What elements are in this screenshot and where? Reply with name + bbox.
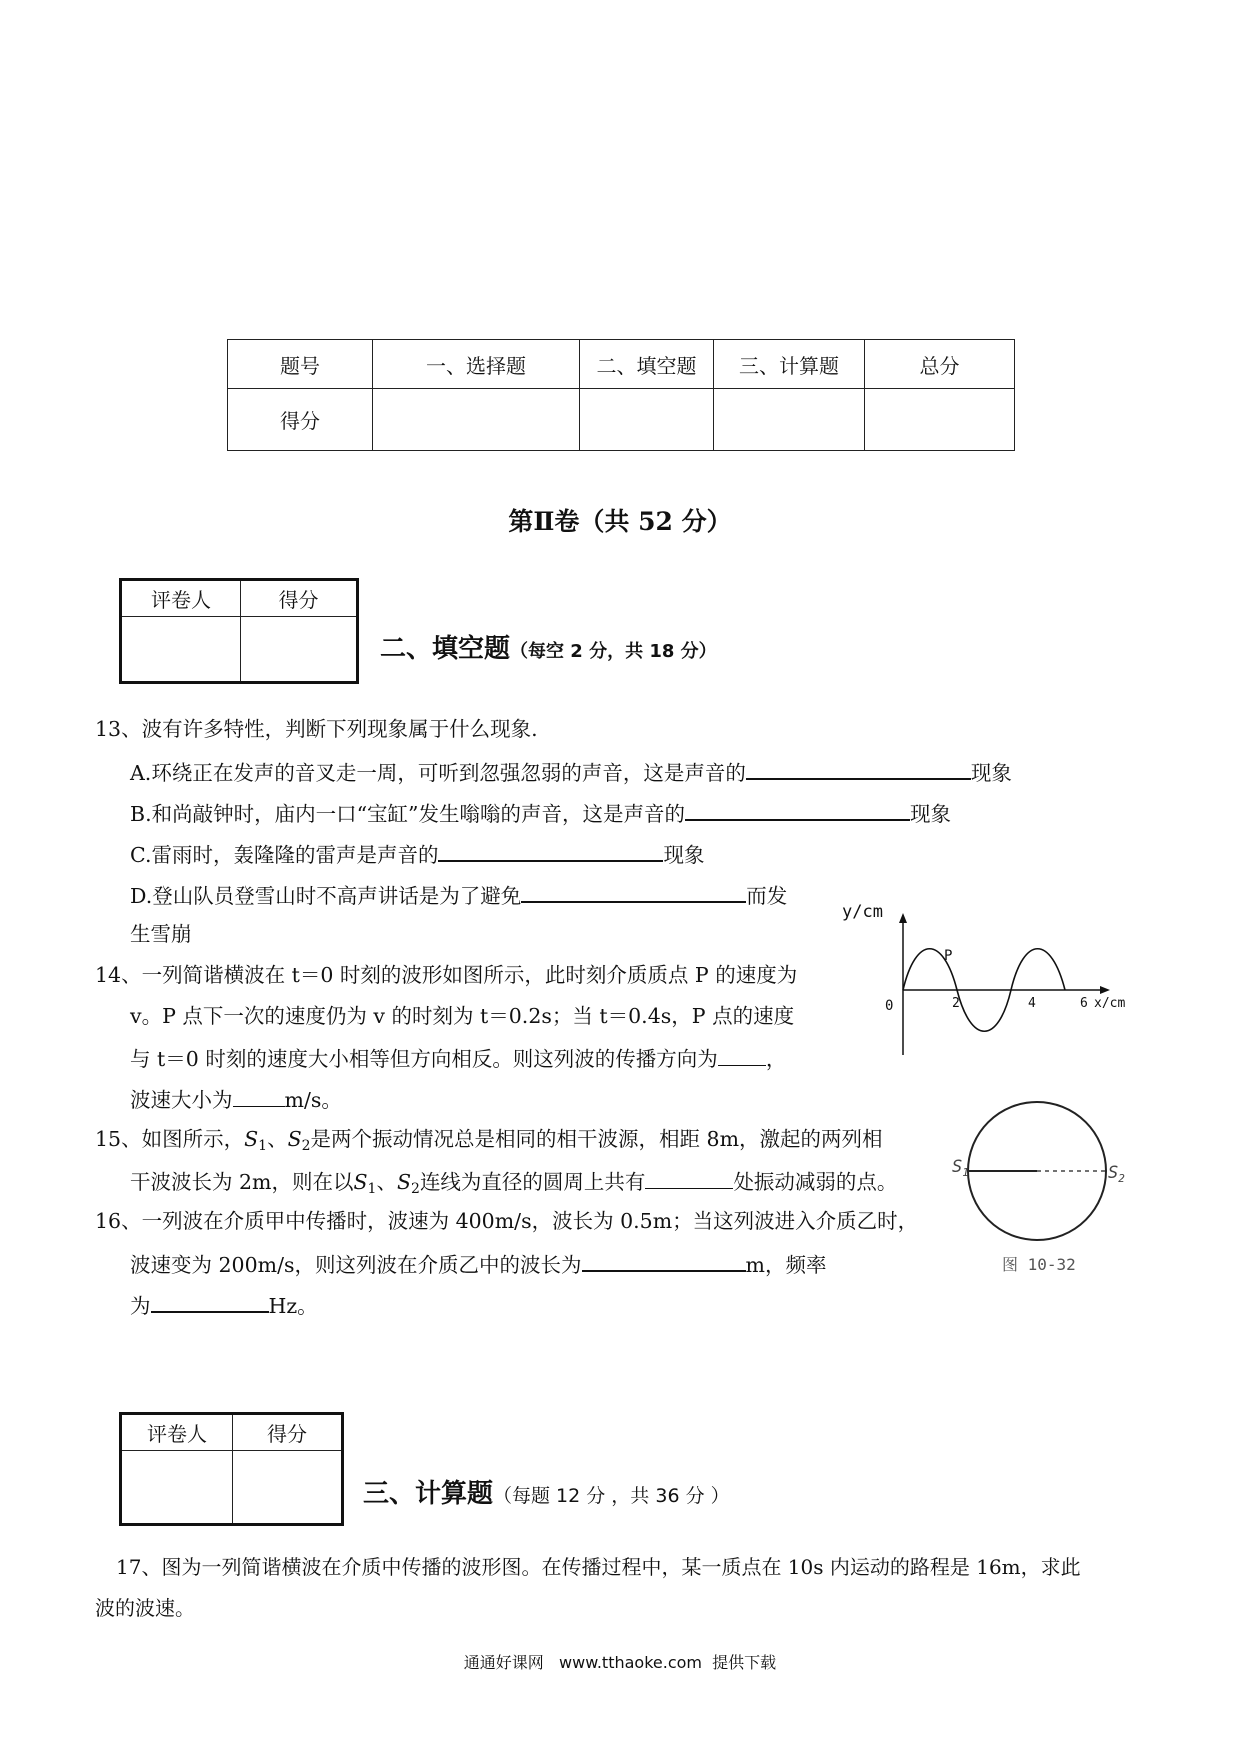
q14-line3-text: 与 t＝0 时刻的速度大小相等但方向相反。则这列波的传播方向为 (130, 1047, 718, 1071)
q13-a-blank[interactable] (746, 756, 971, 780)
q14-line4-text: 波速大小为 (130, 1088, 233, 1112)
section3-note: （每题 12 分 ，共 36 分 ） (493, 1485, 730, 1507)
circle-figure (950, 1100, 1130, 1290)
q15-sep-b: 、 (376, 1170, 397, 1194)
q15-s2: S (287, 1127, 302, 1151)
volume-title: 第Ⅱ卷（共 52 分） (508, 507, 732, 536)
section2-title: 二、填空题 (380, 634, 511, 664)
circle-s1: $S_1$ (952, 1157, 969, 1179)
section3-heading (363, 1473, 730, 1510)
grader-name-cell (121, 1451, 233, 1525)
grader-label: 评卷人 (121, 1414, 233, 1451)
q13-option-a (130, 756, 1012, 787)
q13-a-text: A.环绕正在发声的音叉走一周，可听到忽强忽弱的声音，这是声音的 (130, 761, 746, 785)
q15-line2-suffix: 处振动减弱的点。 (733, 1170, 898, 1194)
q15-line1-rest: 是两个振动情况总是相同的相干波源，相距 8m，激起的两列相 (310, 1127, 883, 1151)
section2-note: （每空 2 分，共 18 分） (510, 641, 717, 662)
score-header-fill: 二、填空题 (580, 340, 714, 389)
score-cell-fill (580, 389, 714, 451)
score-table (227, 339, 1015, 451)
section2-heading (380, 628, 717, 665)
grader-score-cell (233, 1451, 343, 1525)
q16-wavelength-blank[interactable] (582, 1248, 746, 1272)
section2-grader-box (119, 578, 359, 684)
q15-line2-mid: 连线为直径的圆周上共有 (419, 1170, 646, 1194)
score-cell-calc (714, 389, 865, 451)
q13-b-text: B.和尚敲钟时，庙内一口“宝缸”发生嗡嗡的声音，这是声音的 (130, 802, 686, 826)
q16-line1: 16、一列波在介质甲中传播时，波速为 400m/s，波长为 0.5m；当这列波进入介质乙时， (95, 1209, 919, 1233)
q13-option-b (130, 797, 951, 828)
q16-frequency-blank[interactable] (151, 1289, 269, 1313)
q15-line2-text: 干波波长为 2m，则在以 (130, 1170, 354, 1194)
wave-tick-2: 2 (952, 996, 960, 1011)
q17-line1: 17、图为一列简谐横波在介质中传播的波形图。在传播过程中，某一质点在 10s 内运动的路程是 16m，求此 (116, 1555, 1081, 1579)
score-cell-choice (373, 389, 580, 451)
score-header-question-no: 题号 (228, 340, 373, 389)
q15-s2-b-sub: 2 (411, 1181, 420, 1197)
q15-s2-b: S (396, 1170, 412, 1194)
q15-s1-sub: 1 (258, 1138, 268, 1154)
q15-s1: S (244, 1127, 259, 1151)
q13-b-suffix: 现象 (910, 802, 952, 826)
score-header-total: 总分 (865, 340, 1015, 389)
q14-line1: 14、一列简谐横波在 t＝0 时刻的波形如图所示，此时刻介质质点 P 的速度为 (95, 963, 798, 987)
grader-score-cell (241, 617, 358, 683)
grader-name-cell (121, 617, 241, 683)
circle-s2: $S_2$ (1108, 1163, 1125, 1185)
q16-line2-mid: m，频率 (745, 1253, 827, 1277)
q13-b-blank[interactable] (685, 797, 910, 821)
wave-x-arrow (1100, 986, 1110, 994)
q15-s1-b-sub: 1 (367, 1181, 377, 1197)
q15-sep: 、 (267, 1127, 288, 1151)
q13-option-c (130, 838, 704, 869)
q13-c-text: C.雷雨时，轰隆隆的雷声是声音的 (130, 843, 439, 867)
score-cell-total (865, 389, 1015, 451)
q16-line2 (130, 1248, 826, 1279)
q16-line2-text: 波速变为 200m/s，则这列波在介质乙中的波长为 (130, 1253, 582, 1277)
q13-stem: 13、波有许多特性，判断下列现象属于什么现象. (95, 717, 538, 741)
q16-line3-suffix: Hz。 (268, 1294, 318, 1318)
q14-direction-blank[interactable] (718, 1043, 766, 1066)
q14-line3 (130, 1043, 786, 1073)
q13-option-d-cont: 生雪崩 (130, 922, 192, 946)
wave-tick-4: 4 (1028, 996, 1036, 1011)
q13-option-d (130, 879, 787, 910)
q14-line2: v。P 点下一次的速度仍为 v 的时刻为 t＝0.2s；当 t＝0.4s，P 点的速度 (130, 1004, 795, 1028)
wave-y-arrow (899, 913, 907, 923)
q13-d-blank[interactable] (521, 879, 746, 903)
q13-d-text: D.登山队员登雪山时不高声讲话是为了避免 (130, 884, 522, 908)
q13-a-suffix: 现象 (970, 761, 1012, 785)
circle-caption: 图 10-32 (1002, 1255, 1076, 1274)
q13-d-suffix: 而发 (746, 884, 788, 908)
wave-x-label: x/cm (1094, 996, 1126, 1011)
wave-figure (840, 895, 1140, 1065)
q13-c-suffix: 现象 (663, 843, 705, 867)
grader-score-label: 得分 (241, 580, 358, 617)
wave-point-p: P (944, 948, 953, 964)
q15-line1-text: 15、如图所示， (95, 1127, 245, 1151)
grader-label: 评卷人 (121, 580, 241, 617)
score-header-choice: 一、选择题 (373, 340, 580, 389)
q15-count-blank[interactable] (645, 1166, 733, 1189)
section3-title: 三、计算题 (363, 1479, 494, 1509)
score-header-calc: 三、计算题 (714, 340, 865, 389)
q15-line1 (95, 1125, 883, 1160)
q17-line2: 波的波速。 (95, 1596, 195, 1620)
q16-line3 (130, 1289, 318, 1320)
wave-origin: 0 (885, 998, 894, 1014)
section3-grader-box (119, 1412, 344, 1526)
grader-score-label: 得分 (233, 1414, 343, 1451)
q14-line4 (130, 1084, 342, 1114)
q15-line2 (130, 1166, 897, 1203)
wave-tick-6: 6 (1080, 996, 1088, 1011)
q15-s1-b: S (353, 1170, 368, 1194)
page-footer: 通通好课网 www.tthaoke.com 提供下载 (463, 1653, 777, 1672)
q15-s2-sub: 2 (301, 1138, 311, 1154)
score-row-label: 得分 (228, 389, 373, 451)
q16-line3-text: 为 (130, 1294, 151, 1318)
q14-speed-blank[interactable] (233, 1084, 285, 1107)
q14-line4-suffix: m/s。 (284, 1088, 342, 1112)
wave-y-label: y/cm (842, 902, 883, 922)
q14-line3-suffix: ， (765, 1047, 787, 1071)
q13-c-blank[interactable] (438, 838, 663, 862)
